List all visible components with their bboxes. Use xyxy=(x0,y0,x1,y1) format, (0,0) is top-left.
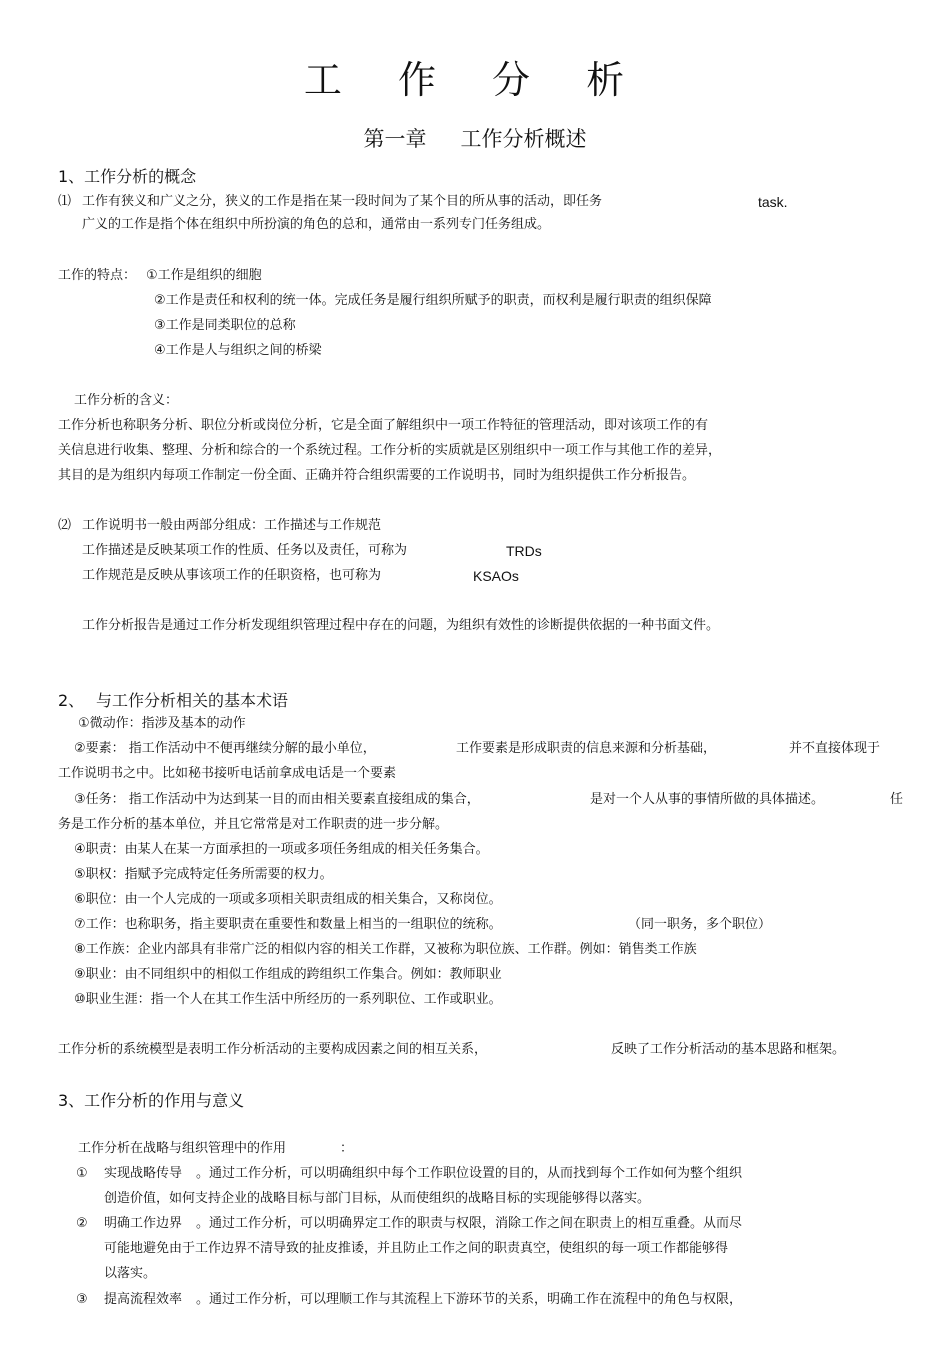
term-item: ⑥职位：由一个人完成的一项或多项相关职责组成的相关集合，又称岗位。 xyxy=(74,892,502,907)
s3-intro-colon: ： xyxy=(340,1141,354,1156)
section-2-heading: 与工作分析相关的基本术语 xyxy=(96,691,289,710)
s1-p2-term-trds: TRDs xyxy=(506,543,542,559)
s3-intro: 工作分析在战略与组织管理中的作用 xyxy=(78,1141,287,1156)
role-item-text: 。通过工作分析，可以明确界定工作的职责与权限，消除工作之间在职责上的相互重叠。从而尽 xyxy=(196,1216,743,1231)
feature-item: ②工作是责任和权利的统一体。完成任务是履行组织所赋予的职责，而权利是履行职责的组织保障 xyxy=(154,293,712,308)
feature-item: ①工作是组织的细胞 xyxy=(146,268,262,283)
role-item-num: ③ xyxy=(76,1292,88,1307)
model-line-cont: 反映了工作分析活动的基本思路和框架。 xyxy=(611,1042,846,1057)
role-item-text: 可能地避免由于工作边界不清导致的扯皮推诿，并且防止工作之间的职责真空，使组织的每一项工作都能够得 xyxy=(104,1241,729,1256)
report-line: 工作分析报告是通过工作分析发现组织管理过程中存在的问题，为组织有效性的诊断提供依据的一种书面文件。 xyxy=(82,618,720,633)
meaning-line: 其目的是为组织内每项工作制定一份全面、正确并符合组织需要的工作说明书，同时为组织提供工作分析报告。 xyxy=(58,468,696,483)
features-label: 工作的特点： xyxy=(58,268,137,283)
section-3-heading: 3、工作分析的作用与意义 xyxy=(58,1091,245,1110)
term-item: ②要素： 指工作活动中不便再继续分解的最小单位， xyxy=(74,741,376,756)
section-2-heading-num: 2、 xyxy=(58,691,85,710)
term-item: ③任务： 指工作活动中为达到某一目的而由相关要素直接组成的集合， xyxy=(74,792,480,807)
term-item: ⑦工作：也称职务，指主要职责在重要性和数量上相当的一组职位的统称。 xyxy=(74,917,502,932)
term-item-cont: （同一职务，多个职位） xyxy=(628,917,772,932)
s1-p2-line2: 工作描述是反映某项工作的性质、任务以及责任，可称为 xyxy=(82,543,408,558)
role-item-key: 明确工作边界 xyxy=(104,1216,183,1231)
chapter-heading xyxy=(0,125,950,153)
role-item-num: ② xyxy=(76,1216,88,1231)
term-item-wrap: 工作说明书之中。比如秘书接听电话前拿成电话是一个要素 xyxy=(58,766,397,781)
role-item-num: ① xyxy=(76,1166,88,1181)
term-item-cont: 并不直接体现于 xyxy=(789,741,881,756)
term-item: ⑤职权：指赋予完成特定任务所需要的权力。 xyxy=(74,867,333,882)
term-item: ⑧工作族：企业内部具有非常广泛的相似内容的相关工作群，又被称为职位族、工作群。例如：销售类工作族 xyxy=(74,942,697,957)
term-item-cont: 工作要素是形成职责的信息来源和分析基础， xyxy=(456,741,717,756)
term-item: ⑨职业：由不同组织中的相似工作组成的跨组织工作集合。例如：教师职业 xyxy=(74,967,502,982)
section-1-heading: 1、工作分析的概念 xyxy=(58,167,197,186)
s1-p1-line1: 工作有狭义和广义之分，狭义的工作是指在某一段时间为了某个目的所从事的活动，即任务 xyxy=(82,194,603,209)
s1-p1-term: task. xyxy=(758,194,788,210)
model-line: 工作分析的系统模型是表明工作分析活动的主要构成因素之间的相互关系， xyxy=(58,1042,488,1057)
meaning-line: 工作分析也称职务分析、职位分析或岗位分析，它是全面了解组织中一项工作特征的管理活动，即对该项工作的有 xyxy=(58,418,709,433)
s1-p1-line2: 广义的工作是指个体在组织中所扮演的角色的总和，通常由一系列专门任务组成。 xyxy=(82,217,551,232)
s1-p2-term-ksaos: KSAOs xyxy=(473,568,519,584)
role-item-text: 以落实。 xyxy=(104,1266,157,1281)
feature-item: ④工作是人与组织之间的桥梁 xyxy=(154,343,322,358)
s1-p1-num: ⑴ xyxy=(58,194,72,209)
term-item-cont: 是对一个人从事的事情所做的具体描述。 xyxy=(590,792,825,807)
meaning-label: 工作分析的含义： xyxy=(74,393,179,408)
term-item-cont: 任 xyxy=(890,792,904,807)
chapter-name: 工作分析概述 xyxy=(460,127,587,151)
term-item: ⑩职业生涯：指一个人在其工作生活中所经历的一系列职位、工作或职业。 xyxy=(74,992,502,1007)
role-item-text: 。通过工作分析，可以理顺工作与其流程上下游环节的关系，明确工作在流程中的角色与权限， xyxy=(196,1292,743,1307)
s1-p2-line3: 工作规范是反映从事该项工作的任职资格，也可称为 xyxy=(82,568,382,583)
chapter-number: 第一章 xyxy=(363,127,427,151)
document-title: 工 作 分 析 xyxy=(303,58,647,102)
role-item-key: 提高流程效率 xyxy=(104,1292,183,1307)
role-item-text: 。通过工作分析，可以明确组织中每个工作职位设置的目的，从而找到每个工作如何为整个组织 xyxy=(196,1166,743,1181)
term-item: ④职责：由某人在某一方面承担的一项或多项任务组成的相关任务集合。 xyxy=(74,842,489,857)
term-item: ①微动作：指涉及基本的动作 xyxy=(78,716,246,731)
s1-p2-line1: 工作说明书一般由两部分组成：工作描述与工作规范 xyxy=(82,518,382,533)
feature-item: ③工作是同类职位的总称 xyxy=(154,318,296,333)
role-item-key: 实现战略传导 xyxy=(104,1166,183,1181)
meaning-line: 关信息进行收集、整理、分析和综合的一个系统过程。工作分析的实质就是区别组织中一项工作与其他工作的差异， xyxy=(58,443,722,458)
term-item-wrap: 务是工作分析的基本单位，并且它常常是对工作职责的进一步分解。 xyxy=(58,817,449,832)
s1-p2-num: ⑵ xyxy=(58,518,72,533)
role-item-text: 创造价值，如何支持企业的战略目标与部门目标，从而使组织的战略目标的实现能够得以落实。 xyxy=(104,1191,651,1206)
